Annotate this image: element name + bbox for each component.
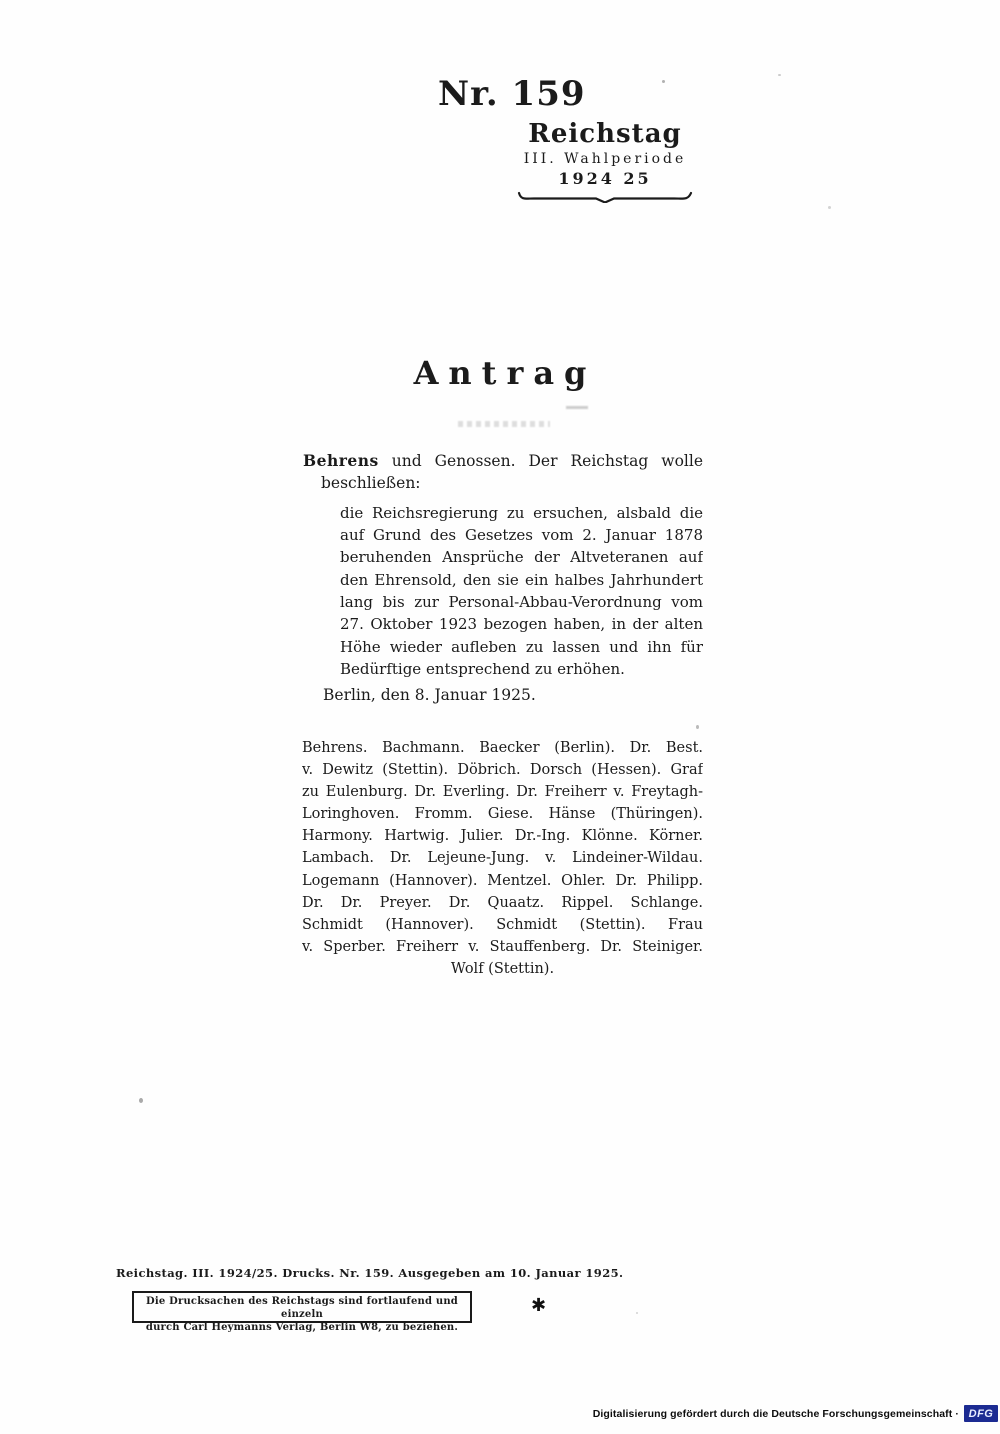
scan-speck — [696, 725, 699, 729]
dfg-logo: DFG — [964, 1405, 998, 1422]
clause-line: auf Grund des Gesetzes vom 2. Januar 1878 — [340, 526, 703, 545]
signatories-line: Lambach. Dr. Lejeune-Jung. v. Lindeiner-Wildau. — [302, 850, 703, 867]
clause-line: Bedürftige entsprechend zu erhöhen. — [340, 659, 625, 678]
publisher-notice-box — [132, 1291, 472, 1333]
scan-smudge — [566, 406, 588, 409]
institution-title: Reichstag — [528, 119, 682, 149]
motion-opening-rest: und Genossen. Der Reichstag wolle — [378, 452, 703, 470]
document-number: Nr. 159 — [438, 74, 586, 114]
clause-line: lang bis zur Personal-Abbau-Verordnung vom — [340, 592, 703, 611]
clause-line: Höhe wieder aufleben zu lassen und ihn für — [340, 637, 703, 656]
header-brace-rule-icon — [516, 190, 694, 203]
signatories-line: Harmony. Hartwig. Julier. Dr.-Ing. Klönne. Körner. — [302, 828, 703, 845]
motion-text — [303, 450, 703, 680]
signatories-line: Logemann (Hannover). Mentzel. Ohler. Dr. Philipp. — [302, 872, 703, 889]
digitization-credit — [593, 1405, 998, 1422]
clause-line: 27. Oktober 1923 bezogen haben, in der alten — [340, 615, 703, 634]
scan-speck — [828, 206, 831, 209]
publisher-notice-line: Die Drucksachen des Reichstags sind fortlaufend und einzeln — [146, 1296, 458, 1320]
signatories-list — [302, 737, 703, 980]
session-years: 1924 25 — [558, 169, 652, 188]
printers-star-icon: ✱ — [531, 1295, 547, 1316]
publisher-notice-line: durch Carl Heymanns Verlag, Berlin W8, zu beziehen. — [145, 1322, 459, 1333]
legislative-period: III. Wahlperiode — [523, 151, 687, 167]
scan-speck — [139, 1098, 143, 1103]
signatories-line: Schmidt (Hannover). Schmidt (Stettin). Frau — [302, 916, 703, 933]
signatories-line: zu Eulenburg. Dr. Everling. Dr. Freiherr v. Freytagh- — [302, 784, 703, 801]
motion-line: beschließen: — [321, 474, 421, 493]
dateline: Berlin, den 8. Januar 1925. — [323, 686, 536, 704]
signatories-line: Loringhoven. Fromm. Giese. Hänse (Thüringen). — [302, 806, 703, 823]
imprint-line: Reichstag. III. 1924/25. Drucks. Nr. 159. Ausgegeben am 10. Januar 1925. — [116, 1266, 624, 1280]
motion-clause — [303, 502, 703, 680]
signatories-line: Dr. Dr. Preyer. Dr. Quaatz. Rippel. Schlange. — [302, 894, 703, 911]
clause-line: beruhenden Ansprüche der Altveteranen auf — [340, 548, 703, 567]
scan-speck — [778, 74, 781, 76]
scan-smudge — [458, 421, 550, 427]
proposer-name: Behrens — [303, 451, 379, 470]
signatories-line: Wolf (Stettin). — [450, 960, 555, 977]
scan-speck — [636, 1312, 638, 1314]
signatories-line: Behrens. Bachmann. Baecker (Berlin). Dr. Best. — [302, 740, 703, 756]
scan-speck — [662, 80, 665, 83]
signatories-line: v. Sperber. Freiherr v. Stauffenberg. Dr. Steiniger. — [302, 938, 703, 955]
motion-opening-line — [303, 450, 703, 472]
clause-line: den Ehrensold, den sie ein halbes Jahrhundert — [340, 570, 703, 589]
signatories-line: v. Dewitz (Stettin). Döbrich. Dorsch (Hessen). Graf — [302, 762, 703, 779]
page-title: Antrag — [413, 354, 597, 392]
digitization-credit-text: Digitalisierung gefördert durch die Deutsche Forschungsgemeinschaft · — [592, 1407, 959, 1420]
clause-line: die Reichsregierung zu ersuchen, alsbald die — [340, 503, 703, 522]
document-header — [505, 118, 705, 203]
